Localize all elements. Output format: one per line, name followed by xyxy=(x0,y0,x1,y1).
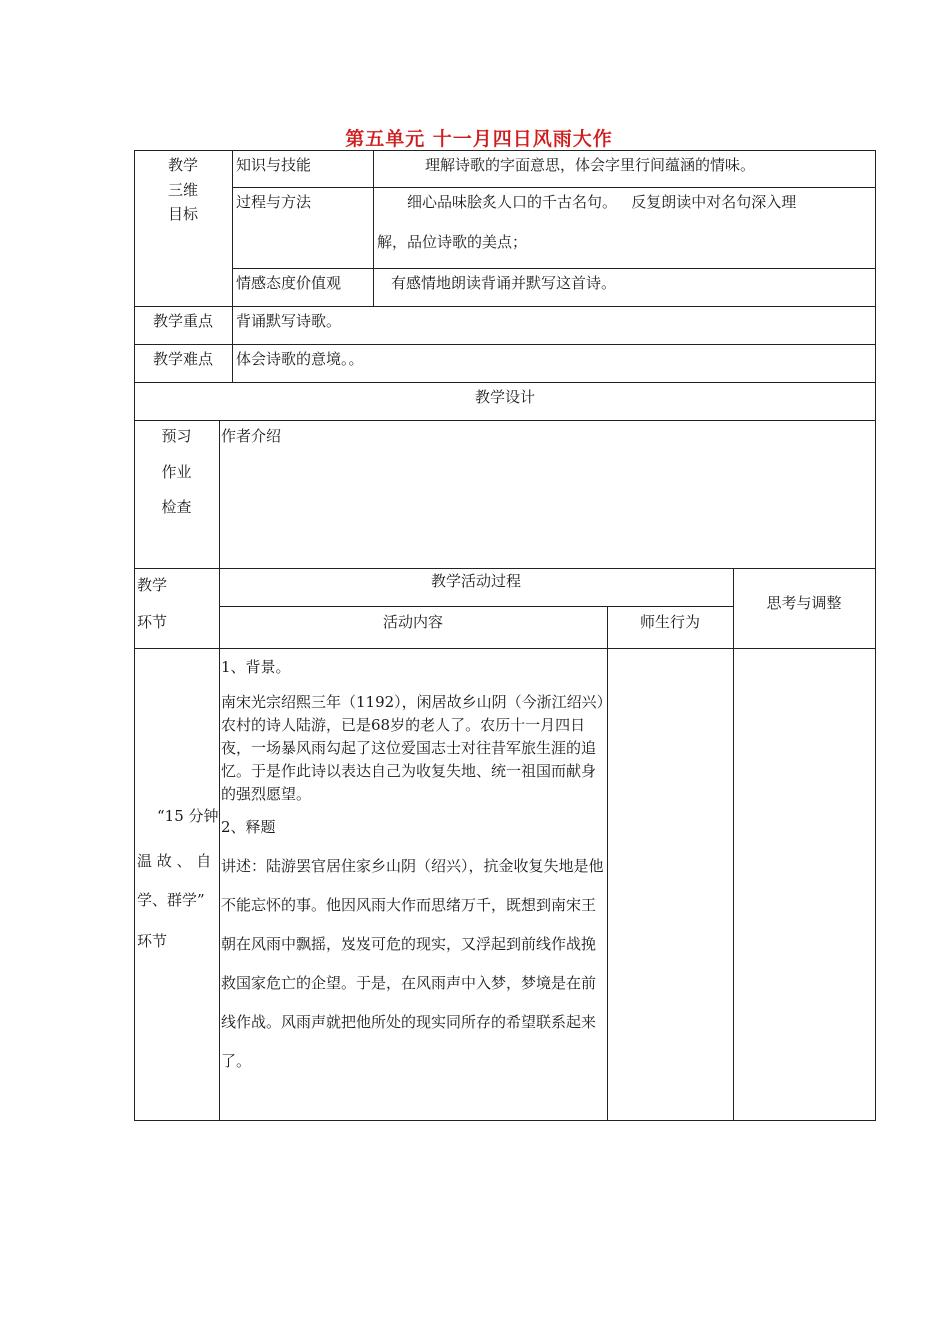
goal-emotion-label: 情感态度价值观 xyxy=(236,274,342,292)
activity-process-header: 教学活动过程 xyxy=(430,572,521,590)
goal-knowledge-label: 知识与技能 xyxy=(236,156,312,174)
table-border-bottom xyxy=(134,1120,876,1121)
column-divider xyxy=(733,568,734,1120)
row-divider xyxy=(134,306,876,307)
column-divider xyxy=(219,420,220,1120)
table-border-right xyxy=(875,150,876,1121)
difficult-point-label: 教学难点 xyxy=(152,350,213,368)
goal-process-content: 细心品味脍炙人口的千古名句。 反复朗读中对名句深入理 xyxy=(407,193,797,211)
row-divider xyxy=(219,606,733,607)
reflection-header: 思考与调整 xyxy=(766,594,842,612)
row-divider xyxy=(232,268,876,269)
column-divider xyxy=(373,150,374,306)
teacher-student-header: 师生行为 xyxy=(639,613,700,631)
row-divider xyxy=(134,420,876,421)
segment-header-line1: 教学 xyxy=(137,576,168,594)
table-border-left xyxy=(134,150,135,1121)
table-border-top xyxy=(134,150,876,151)
row-divider xyxy=(134,568,876,569)
background-heading: 1、背景。 xyxy=(221,658,291,676)
design-header: 教学设计 xyxy=(474,388,535,406)
explanation-paragraph: 讲述：陆游罢官居住家乡山阴（绍兴），抗金收复失地是他不能忘怀的事。他因风雨大作而思绪万千，既想到南宋王朝在风雨中飘摇，岌岌可危的现实，又浮起到前线作战挽救国家危亡的企望。于是，在风雨声中入梦，梦境是在前线作战。风雨声就把他所处的现实同所存的希望联系起来了。 xyxy=(221,857,604,1070)
key-point-label: 教学重点 xyxy=(152,312,213,330)
column-divider xyxy=(607,606,608,1120)
goal-knowledge-content: 理解诗歌的字面意思，体会字里行间蕴涵的情味。 xyxy=(425,156,756,174)
row-divider xyxy=(134,382,876,383)
segment-header-line2: 环节 xyxy=(137,613,168,631)
goal-emotion-content: 有感情地朗读背诵并默写这首诗。 xyxy=(391,274,617,292)
row-divider xyxy=(134,648,876,649)
activity-content-header: 活动内容 xyxy=(382,613,443,631)
document-title: 第五单元 十一月四日风雨大作 xyxy=(345,128,613,150)
goal-process-label: 过程与方法 xyxy=(236,193,312,211)
goal-process-content-cont: 解，品位诗歌的美点； xyxy=(377,233,528,251)
column-divider xyxy=(232,150,233,382)
background-paragraph: 南宋光宗绍熙三年（1192），闲居故乡山阴（今浙江绍兴）农村的诗人陆游，已是68岁的老人了。农历十一月四日夜，一场暴风雨勾起了这位爱国志士对往昔军旅生涯的追忆。于是作此诗以表达自己为收复失地、统一祖国而献身的强烈愿望。 xyxy=(221,693,605,803)
explanation-heading: 2、释题 xyxy=(221,818,276,836)
preview-content: 作者介绍 xyxy=(221,427,282,445)
difficult-point-content: 体会诗歌的意境。。 xyxy=(236,350,364,368)
key-point-content: 背诵默写诗歌。 xyxy=(236,312,342,330)
row-divider xyxy=(232,187,876,188)
row-divider xyxy=(134,344,876,345)
